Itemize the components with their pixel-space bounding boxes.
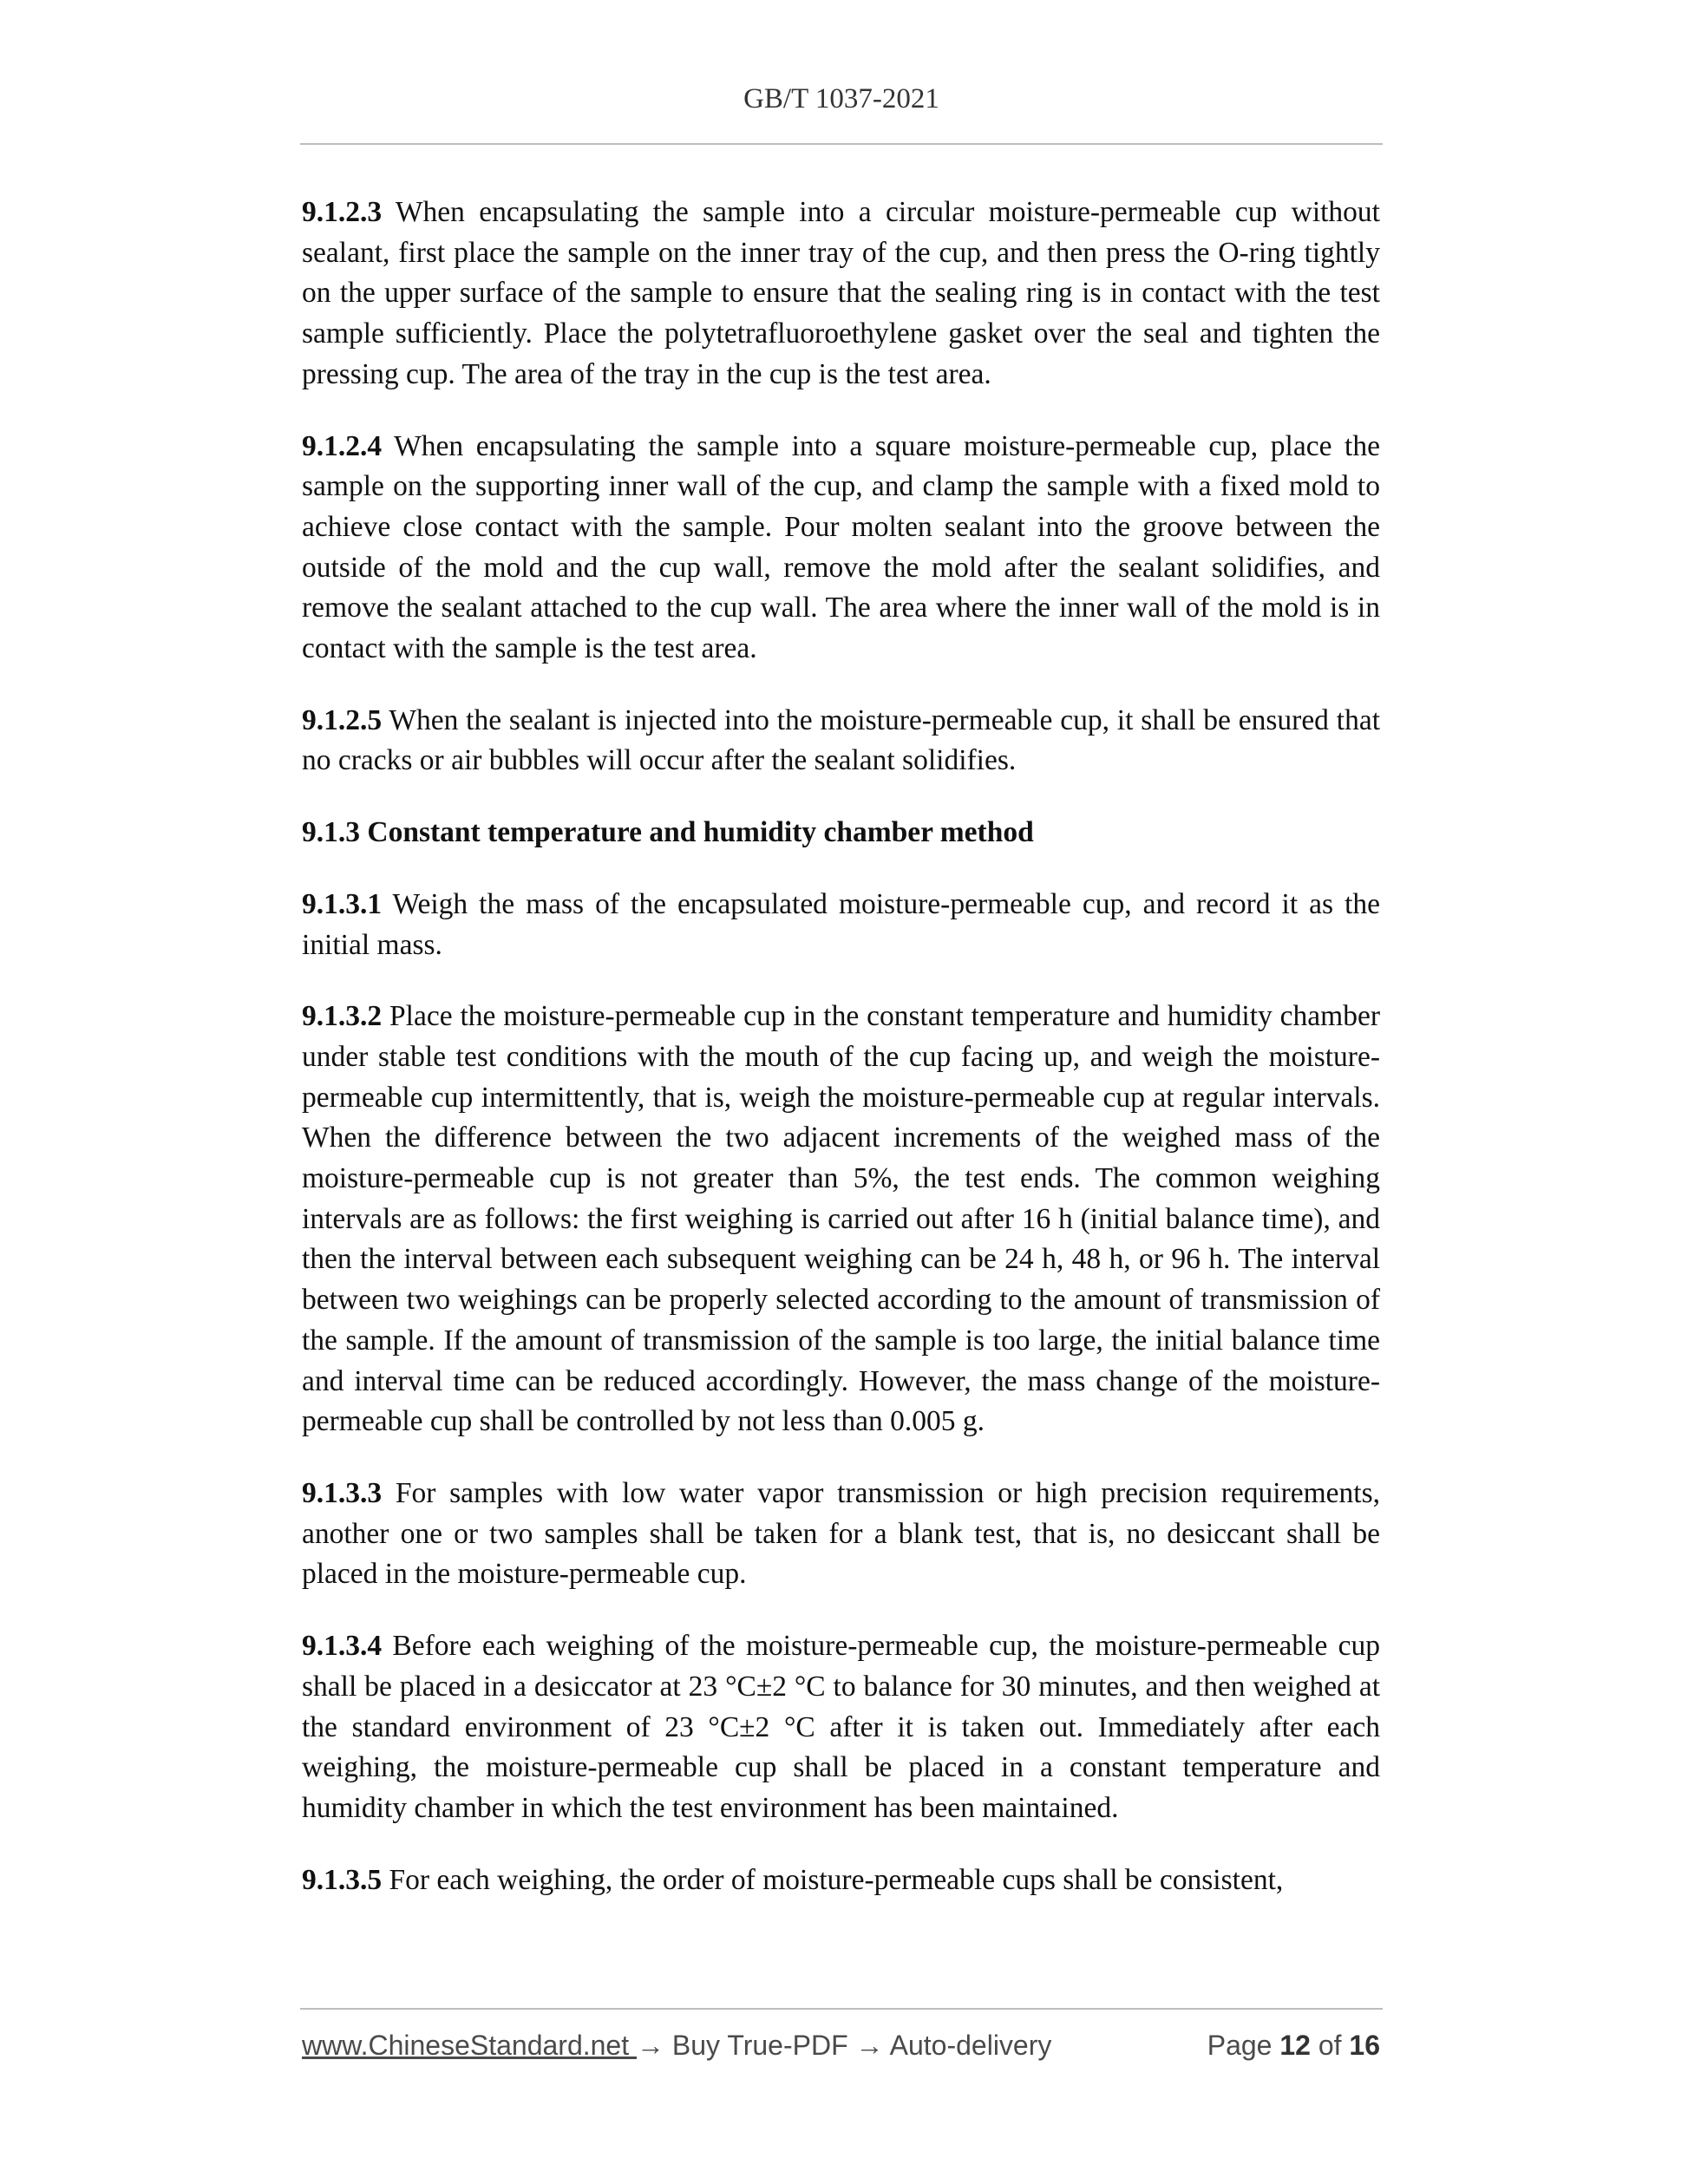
clause-number: 9.1.2.5 — [302, 703, 383, 736]
clause-text: Place the moisture-permeable cup in the constant temperature and humidity chamber under stable test conditions with the mouth of the cup facing up, and weigh the moisture-permeable cup intermittently, that is, weigh the moisture-permeable cup at regular intervals. When the difference between the two adjacent increments of the weighed mass of the moisture-permeable cup is not greater than 5%, the test ends. The common weighing intervals are as follows: the first weighing is carried out after 16 h (initial balance time), and then the interval between each subsequent weighing can be 24 h, 48 h, or 96 h. The interval between two weighings can be properly selected according to the amount of transmission of the sample. If the amount of transmission of the sample is too large, the initial balance time and interval time can be reduced accordingly. However, the mass change of the moisture-permeable cup shall be controlled by not less than 0.005 g. — [302, 1000, 1380, 1438]
arrow-right-icon: → — [637, 2030, 664, 2061]
clause-number: 9.1.2.3 — [302, 196, 383, 228]
clause-9-1-2-5 — [302, 701, 1380, 781]
clause-9-1-3-3 — [302, 1474, 1380, 1595]
page-indicator — [1207, 2026, 1380, 2064]
clause-number: 9.1.3.4 — [302, 1630, 383, 1663]
clause-9-1-2-3 — [302, 193, 1380, 396]
page-header: GB/T 1037-2021 — [743, 83, 939, 114]
of-label: of — [1310, 2030, 1350, 2061]
page-number: 12 — [1279, 2030, 1311, 2061]
clause-number: 9.1.3.3 — [302, 1476, 383, 1509]
footer-tagline-part2: Auto-delivery — [883, 2030, 1052, 2061]
clause-number: 9.1.2.4 — [302, 429, 383, 462]
site-link[interactable]: www.ChineseStandard.net — [302, 2030, 637, 2061]
clause-9-1-3-2 — [302, 997, 1380, 1442]
header-divider — [300, 143, 1383, 145]
clause-number: 9.1.3.5 — [302, 1863, 383, 1896]
footer-divider — [300, 2008, 1383, 2010]
page-footer — [302, 2026, 1380, 2064]
document-body — [302, 193, 1380, 1932]
clause-9-1-3-1 — [302, 885, 1380, 965]
clause-number: 9.1.3.1 — [302, 887, 383, 920]
clause-text: For samples with low water vapor transmission or high precision requirements, another one or two samples shall be taken for a blank test, that is, no desiccant shall be placed in the moisture-permeable cup. — [302, 1476, 1380, 1591]
clause-text: For each weighing, the order of moisture-permeable cups shall be consistent, — [382, 1863, 1284, 1896]
clause-9-1-3-5 — [302, 1860, 1380, 1901]
footer-promo — [302, 2026, 1051, 2064]
arrow-right-icon: → — [855, 2030, 884, 2061]
clause-text: Before each weighing of the moisture-permeable cup, the moisture-permeable cup shall be placed in a desiccator at 23 °C±2 °C to balance for 30 minutes, and then weighed at the standard environment of 23 °C±2 °C after it is taken out. Immediately after each weighing, the moisture-permeable cup shall be placed in a constant temperature and humidity chamber in which the test environment has been maintained. — [302, 1630, 1380, 1824]
footer-tagline-part1: Buy True-PDF — [664, 2030, 856, 2061]
page-total: 16 — [1349, 2030, 1380, 2061]
page-label: Page — [1207, 2030, 1280, 2061]
clause-9-1-2-4 — [302, 427, 1380, 670]
clause-text: When encapsulating the sample into a square moisture-permeable cup, place the sample on the supporting inner wall of the cup, and clamp the sample with a fixed mold to achieve close contact with the sample. Pour molten sealant into the groove between the outside of the mold and the cup wall, remove the mold after the sealant solidifies, and remove the sealant attached to the cup wall. The area where the inner wall of the mold is in contact with the sample is the test area. — [302, 429, 1380, 665]
section-heading-9-1-3: 9.1.3 Constant temperature and humidity chamber method — [302, 816, 1034, 849]
clause-text: Weigh the mass of the encapsulated moisture-permeable cup, and record it as the initial mass. — [302, 887, 1380, 961]
clause-number: 9.1.3.2 — [302, 1000, 383, 1033]
clause-text: When the sealant is injected into the moisture-permeable cup, it shall be ensured that no cracks or air bubbles will occur after the sealant solidifies. — [302, 703, 1380, 777]
clause-text: When encapsulating the sample into a circular moisture-permeable cup without sealant, first place the sample on the inner tray of the cup, and then press the O-ring tightly on the upper surface of the sample to ensure that the sealing ring is in contact with the test sample sufficiently. Place the polytetrafluoroethylene gasket over the seal and tighten the pressing cup. The area of the tray in the cup is the test area. — [302, 196, 1380, 390]
clause-9-1-3-4 — [302, 1626, 1380, 1829]
